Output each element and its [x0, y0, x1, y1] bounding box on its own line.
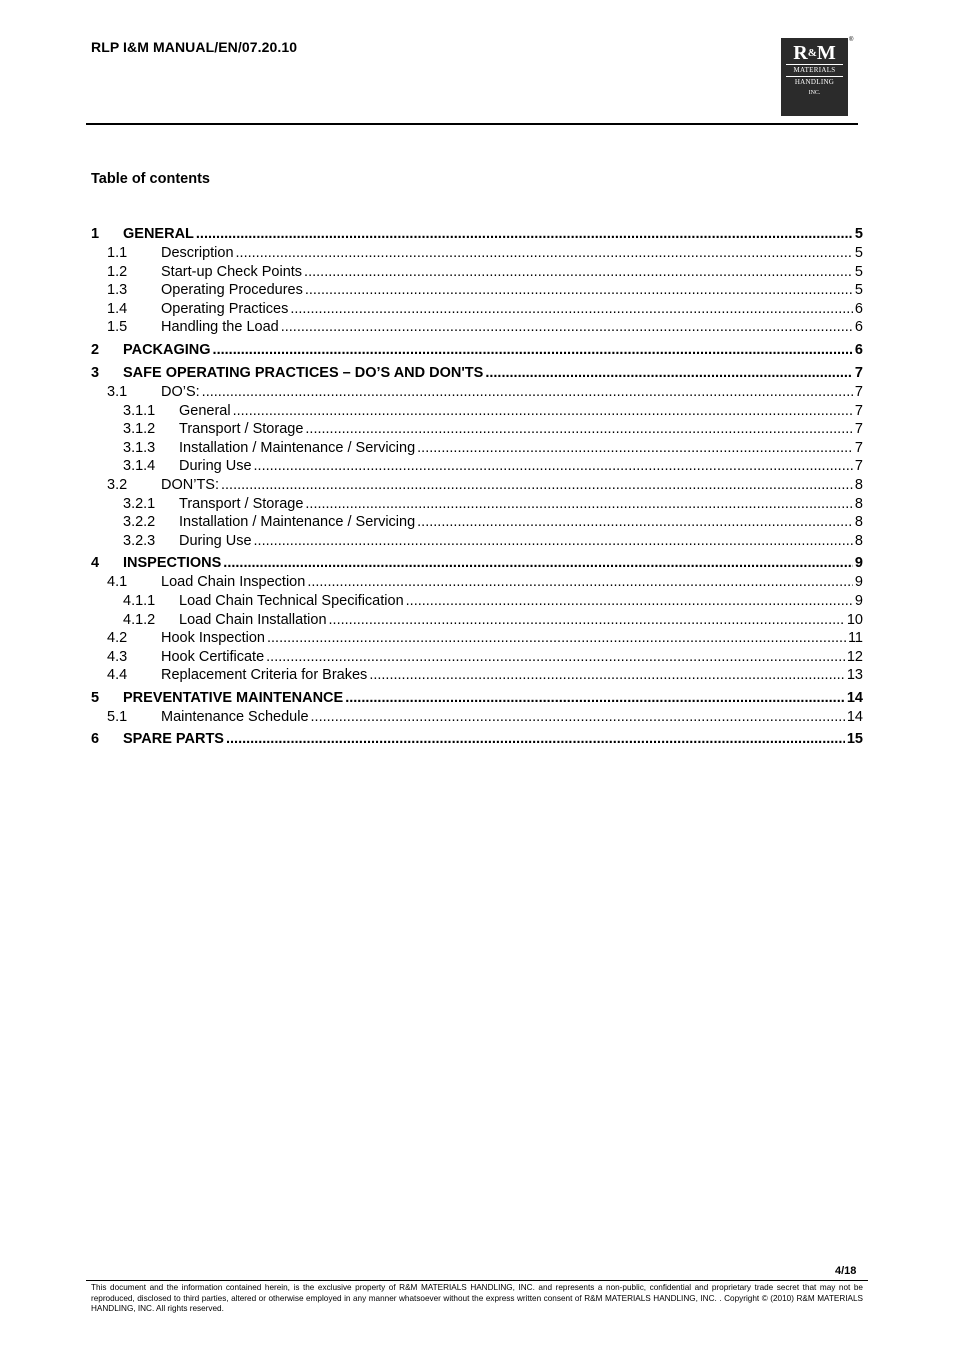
- toc-entry-page: 7: [854, 458, 863, 475]
- toc-entry-page: 14: [846, 689, 863, 706]
- toc-entry-label: Load Chain Technical Specification: [179, 592, 404, 609]
- toc-leader-dots: [304, 264, 853, 280]
- toc-leader-dots: [417, 514, 853, 530]
- table-of-contents: [91, 226, 863, 750]
- toc-entry-label: Handling the Load: [161, 319, 279, 336]
- toc-entry-page: 5: [854, 282, 863, 299]
- toc-entry[interactable]: [91, 477, 863, 496]
- toc-entry[interactable]: [91, 319, 863, 338]
- toc-entry-number: 1.1: [107, 245, 128, 261]
- toc-entry-number: 3.1: [107, 383, 128, 400]
- toc-entry-label: Maintenance Schedule: [161, 708, 309, 725]
- toc-entry[interactable]: [91, 403, 863, 422]
- toc-entry-number: 3.1.4: [123, 458, 156, 475]
- toc-leader-dots: [311, 709, 845, 725]
- toc-leader-dots: [226, 731, 845, 747]
- toc-leader-dots: [196, 226, 853, 242]
- toc-entry-number: 3.1.2: [123, 421, 156, 438]
- toc-entry-label: Operating Practices: [161, 300, 289, 317]
- toc-entry[interactable]: [91, 440, 863, 459]
- toc-leader-dots: [369, 667, 845, 683]
- toc-entry-label: Hook Inspection: [161, 630, 265, 647]
- toc-entry-label: Transport / Storage: [179, 495, 304, 512]
- toc-entry-page: 7: [854, 383, 863, 400]
- toc-entry-page: 9: [854, 592, 863, 609]
- toc-entry[interactable]: [91, 496, 863, 515]
- toc-leader-dots: [290, 301, 853, 317]
- toc-leader-dots: [221, 477, 853, 493]
- company-logo: [781, 38, 848, 116]
- toc-leader-dots: [202, 384, 853, 400]
- toc-entry-number: 3: [91, 364, 100, 381]
- toc-entry-label: GENERAL: [123, 226, 194, 242]
- toc-entry[interactable]: [91, 384, 863, 403]
- toc-entry-page: 11: [847, 630, 863, 647]
- toc-entry-page: 13: [846, 667, 863, 684]
- footer-disclaimer: This document and the information contained herein, is the exclusive property of R&M MATERIALS HANDLING, INC. and represents a non-public, confidential and proprietary trade secret that may not be reproduced, disclosed to third parties, altered or otherwise employed in any manner whatsoever without the express written consent of R&M MATERIALS HANDLING, INC. . Copyright © (2010) R&M MATERIALS HANDLING, INC. All rights reserved.: [91, 1283, 863, 1313]
- toc-entry[interactable]: [91, 533, 863, 552]
- toc-leader-dots: [223, 555, 853, 571]
- logo-line-inc: INC.: [808, 90, 821, 96]
- toc-entry-page: 6: [854, 300, 863, 317]
- toc-entry-number: 3.1.3: [123, 439, 156, 456]
- toc-leader-dots: [305, 421, 853, 437]
- registered-mark: ®: [849, 37, 854, 43]
- toc-entry-label: DO’S:: [161, 383, 200, 400]
- toc-leader-dots: [267, 630, 846, 646]
- toc-entry-label: During Use: [179, 532, 252, 549]
- toc-leader-dots: [417, 440, 853, 456]
- toc-entry[interactable]: [91, 731, 863, 750]
- toc-entry-label: DON’TS:: [161, 476, 219, 493]
- toc-entry-label: PREVENTATIVE MAINTENANCE: [123, 689, 344, 706]
- toc-leader-dots: [233, 403, 853, 419]
- toc-entry[interactable]: [91, 264, 863, 283]
- toc-entry-page: 10: [846, 611, 863, 628]
- toc-entry-page: 5: [854, 226, 863, 242]
- logo-line-materials: MATERIALS: [786, 64, 843, 76]
- toc-entry-label: INSPECTIONS: [123, 555, 222, 572]
- toc-entry-page: 8: [854, 495, 863, 512]
- toc-entry-number: 1: [91, 226, 100, 242]
- toc-entry[interactable]: [91, 245, 863, 264]
- toc-entry-label: Description: [161, 245, 234, 261]
- toc-entry[interactable]: [91, 282, 863, 301]
- toc-entry-page: 7: [854, 402, 863, 419]
- toc-leader-dots: [213, 342, 853, 358]
- toc-entry-label: Replacement Criteria for Brakes: [161, 667, 368, 684]
- toc-entry-label: Operating Procedures: [161, 282, 303, 299]
- toc-entry[interactable]: [91, 365, 863, 384]
- toc-entry-page: 7: [854, 364, 863, 381]
- toc-entry-page: 9: [854, 574, 863, 591]
- toc-entry-number: 3.2.2: [123, 514, 156, 531]
- toc-entry-page: 9: [854, 555, 863, 572]
- toc-entry-label: Transport / Storage: [179, 421, 304, 438]
- toc-leader-dots: [254, 458, 853, 474]
- toc-entry-number: 2: [91, 341, 100, 358]
- toc-entry[interactable]: [91, 574, 863, 593]
- toc-leader-dots: [307, 574, 853, 590]
- toc-entry[interactable]: [91, 342, 863, 361]
- toc-entry-page: 15: [846, 731, 863, 748]
- toc-entry[interactable]: [91, 555, 863, 574]
- logo-main-text: R&M: [793, 42, 836, 64]
- toc-entry-number: 4.1.1: [123, 592, 156, 609]
- toc-entry[interactable]: [91, 667, 863, 686]
- toc-entry[interactable]: [91, 458, 863, 477]
- toc-entry-page: 8: [854, 514, 863, 531]
- toc-entry-label: Installation / Maintenance / Servicing: [179, 439, 416, 456]
- toc-entry-number: 1.2: [107, 263, 128, 280]
- toc-leader-dots: [236, 245, 853, 261]
- toc-entry-page: 14: [846, 708, 863, 725]
- toc-entry[interactable]: [91, 709, 863, 728]
- toc-leader-dots: [345, 690, 845, 706]
- toc-entry-page: 8: [854, 532, 863, 549]
- toc-entry-number: 5: [91, 689, 100, 706]
- toc-entry-number: 1.3: [107, 282, 128, 299]
- toc-entry-number: 6: [91, 731, 100, 748]
- toc-entry-page: 5: [854, 245, 863, 261]
- toc-entry-number: 4.1.2: [123, 611, 156, 628]
- toc-leader-dots: [254, 533, 853, 549]
- toc-entry-label: PACKAGING: [123, 341, 211, 358]
- toc-entry[interactable]: [91, 630, 863, 649]
- toc-entry-label: Load Chain Installation: [179, 611, 327, 628]
- toc-leader-dots: [266, 649, 845, 665]
- toc-entry-number: 4.1: [107, 574, 128, 591]
- header-divider: [86, 123, 858, 125]
- toc-entry-label: Start-up Check Points: [161, 263, 303, 280]
- toc-entry[interactable]: [91, 226, 863, 245]
- footer-divider: [86, 1280, 868, 1281]
- toc-entry-page: 6: [854, 341, 863, 358]
- toc-entry-number: 4.3: [107, 648, 128, 665]
- document-id: RLP I&M MANUAL/EN/07.20.10: [91, 39, 298, 55]
- toc-entry-page: 8: [854, 476, 863, 493]
- toc-entry-label: General: [179, 402, 231, 419]
- toc-entry[interactable]: [91, 301, 863, 320]
- toc-entry[interactable]: [91, 593, 863, 612]
- toc-entry-page: 12: [846, 648, 863, 665]
- toc-entry[interactable]: [91, 690, 863, 709]
- toc-leader-dots: [305, 282, 853, 298]
- toc-leader-dots: [305, 496, 853, 512]
- toc-entry-label: During Use: [179, 458, 252, 475]
- toc-entry-page: 7: [854, 439, 863, 456]
- toc-entry-number: 1.4: [107, 300, 128, 317]
- toc-entry-number: 3.2: [107, 476, 128, 493]
- toc-entry[interactable]: [91, 649, 863, 668]
- toc-leader-dots: [485, 365, 853, 381]
- toc-entry-number: 1.5: [107, 319, 128, 336]
- toc-entry-page: 7: [854, 421, 863, 438]
- toc-entry-label: SPARE PARTS: [123, 731, 224, 748]
- logo-line-handling: HANDLING: [786, 76, 843, 88]
- toc-entry-label: SAFE OPERATING PRACTICES – DO’S AND DON'TS: [123, 364, 484, 381]
- toc-entry-number: 4.2: [107, 630, 128, 647]
- toc-entry-number: 3.1.1: [123, 402, 156, 419]
- toc-entry-label: Hook Certificate: [161, 648, 265, 665]
- toc-entry-number: 5.1: [107, 708, 128, 725]
- toc-entry-number: 4.4: [107, 667, 128, 684]
- toc-entry[interactable]: [91, 612, 863, 631]
- toc-title: Table of contents: [91, 171, 210, 187]
- toc-leader-dots: [406, 593, 853, 609]
- toc-entry-page: 5: [854, 263, 863, 280]
- toc-entry[interactable]: [91, 514, 863, 533]
- toc-leader-dots: [281, 319, 853, 335]
- toc-entry-label: Load Chain Inspection: [161, 574, 306, 591]
- toc-entry-number: 4: [91, 555, 100, 572]
- page-number: 4/18: [835, 1265, 857, 1277]
- toc-entry-page: 6: [854, 319, 863, 336]
- toc-entry-label: Installation / Maintenance / Servicing: [179, 514, 416, 531]
- toc-entry-number: 3.2.1: [123, 495, 156, 512]
- toc-entry-number: 3.2.3: [123, 532, 156, 549]
- toc-entry[interactable]: [91, 421, 863, 440]
- toc-leader-dots: [329, 612, 845, 628]
